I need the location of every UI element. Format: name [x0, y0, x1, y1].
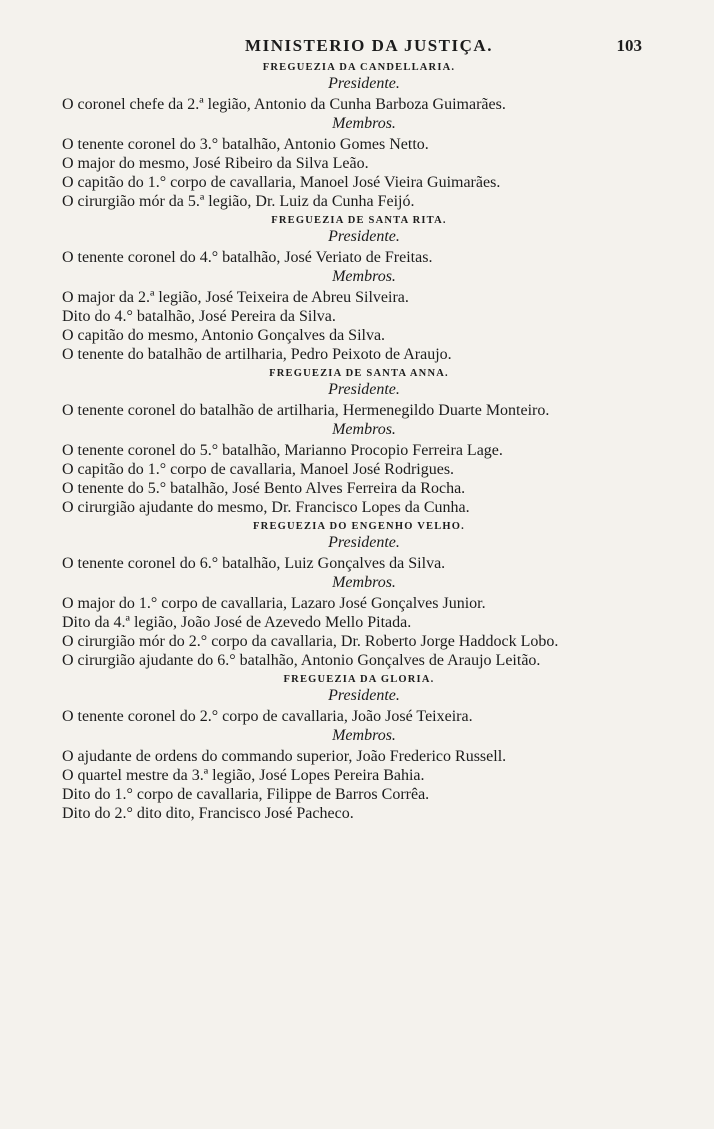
member-entry: O major do 1.° corpo de cavallaria, Lazaro José Gonçalves Junior.: [62, 595, 486, 612]
parish-heading: FREGUEZIA DO ENGENHO VELHO.: [253, 521, 465, 532]
member-entry: O tenente do 5.° batalhão, José Bento Alves Ferreira da Rocha.: [62, 480, 466, 497]
parish-section: [62, 368, 636, 517]
member-entry: O major do mesmo, José Ribeiro da Silva Leão.: [62, 155, 369, 172]
president-label: Presidente.: [328, 687, 400, 704]
parish-section: [62, 674, 636, 823]
member-entry: O ajudante de ordens do commando superior, João Frederico Russell.: [62, 748, 507, 765]
parish-heading: FREGUEZIA DE SANTA RITA.: [271, 215, 447, 226]
member-entry: O capitão do 1.° corpo de cavallaria, Manoel José Vieira Guimarães.: [62, 174, 501, 191]
member-entry: O quartel mestre da 3.ª legião, José Lopes Pereira Bahia.: [62, 767, 425, 784]
parish-heading: FREGUEZIA DA CANDELLARIA.: [262, 62, 456, 73]
parish-heading: FREGUEZIA DA GLORIA.: [283, 674, 435, 685]
member-entry: O tenente coronel do 5.° batalhão, Marianno Procopio Ferreira Lage.: [62, 442, 503, 459]
members-label: Membros.: [332, 574, 396, 591]
member-entry: Dito do 1.° corpo de cavallaria, Filippe de Barros Corrêa.: [62, 786, 430, 803]
running-title: MINISTERIO DA JUSTIÇA.: [245, 36, 493, 55]
president-entry: O coronel chefe da 2.ª legião, Antonio da Cunha Barboza Guimarães.: [62, 96, 506, 113]
president-label: Presidente.: [328, 381, 400, 398]
parish-list: [62, 62, 636, 823]
member-entry: Dito do 2.° dito dito, Francisco José Pacheco.: [62, 805, 354, 822]
member-entry: O major da 2.ª legião, José Teixeira de Abreu Silveira.: [62, 289, 409, 306]
president-label: Presidente.: [328, 534, 400, 551]
parish-heading: FREGUEZIA DE SANTA ANNA.: [269, 368, 449, 379]
member-entry: O tenente do batalhão de artilharia, Pedro Peixoto de Araujo.: [62, 346, 452, 363]
member-entry: O cirurgião mór da 5.ª legião, Dr. Luiz da Cunha Feijó.: [62, 193, 415, 210]
president-entry: O tenente coronel do 6.° batalhão, Luiz Gonçalves da Silva.: [62, 555, 446, 572]
president-label: Presidente.: [328, 75, 400, 92]
member-entry: Dito do 4.° batalhão, José Pereira da Silva.: [62, 308, 336, 325]
parish-section: [62, 521, 636, 670]
member-entry: O capitão do 1.° corpo de cavallaria, Manoel José Rodrigues.: [62, 461, 455, 478]
member-entry: O cirurgião mór do 2.° corpo da cavallaria, Dr. Roberto Jorge Haddock Lobo.: [62, 633, 559, 650]
members-label: Membros.: [332, 727, 396, 744]
parish-section: [62, 62, 636, 211]
running-header: [62, 28, 642, 58]
members-label: Membros.: [332, 268, 396, 285]
member-entry: Dito da 4.ª legião, João José de Azevedo Mello Pitada.: [62, 614, 412, 631]
page-number: 103: [616, 36, 642, 55]
member-entry: O tenente coronel do 3.° batalhão, Antonio Gomes Netto.: [62, 136, 429, 153]
members-label: Membros.: [332, 421, 396, 438]
member-entry: O cirurgião ajudante do mesmo, Dr. Francisco Lopes da Cunha.: [62, 499, 470, 516]
president-label: Presidente.: [328, 228, 400, 245]
member-entry: O capitão do mesmo, Antonio Gonçalves da Silva.: [62, 327, 386, 344]
president-entry: O tenente coronel do batalhão de artilharia, Hermenegildo Duarte Monteiro.: [62, 402, 550, 419]
president-entry: O tenente coronel do 2.° corpo de cavallaria, João José Teixeira.: [62, 708, 473, 725]
president-entry: O tenente coronel do 4.° batalhão, José Veriato de Freitas.: [62, 249, 433, 266]
member-entry: O cirurgião ajudante do 6.° batalhão, Antonio Gonçalves de Araujo Leitão.: [62, 652, 541, 669]
members-label: Membros.: [332, 115, 396, 132]
parish-section: [62, 215, 636, 364]
